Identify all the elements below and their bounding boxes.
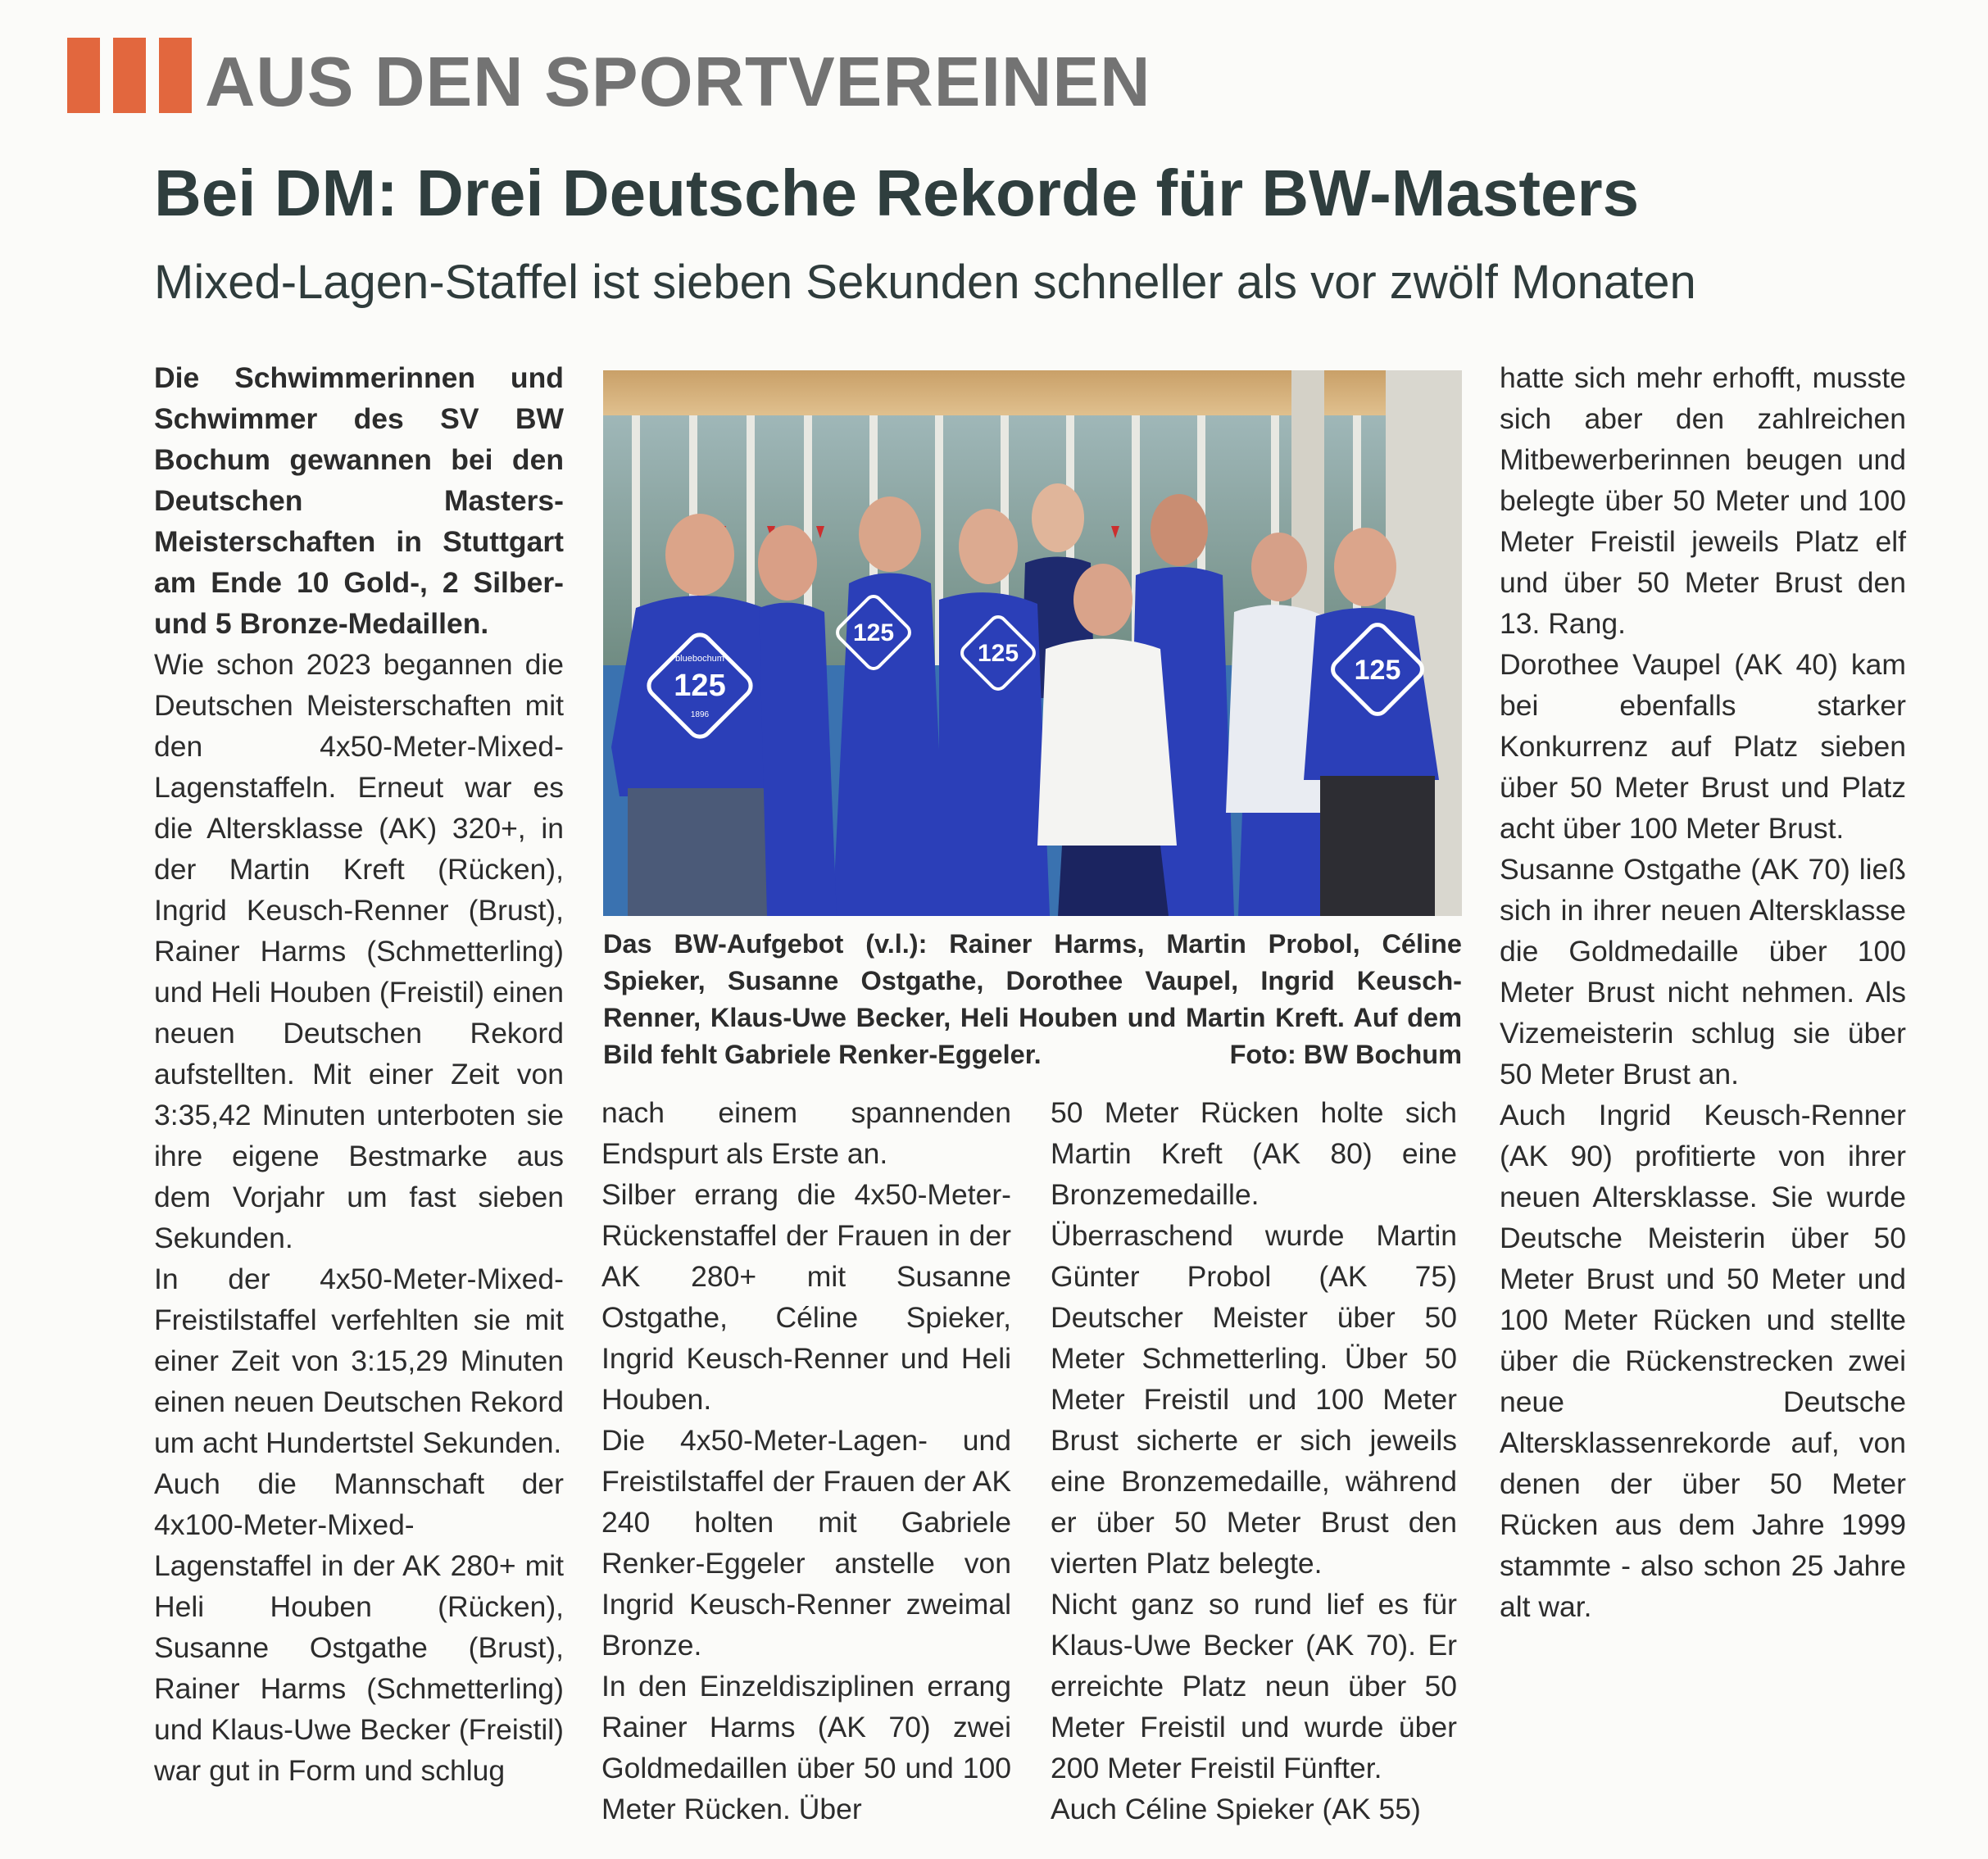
article-paragraph: Silber errang die 4x50-Meter-Rückenstaffel der Frauen in der AK 280+ mit Susanne Ostgathe, Céline Spieker, Ingrid Keusch-Renner und Heli Houben. (601, 1178, 1011, 1416)
article-paragraph: Auch Céline Spieker (AK 55) (1051, 1793, 1421, 1825)
article-paragraph: Auch die Mannschaft der 4x100-Meter-Mixed-Lagenstaffel in der AK 280+ mit Heli Houben (Rücken), Susanne Ostgathe (Brust), Rainer Harms (Schmetterling) und Klaus-Uwe Becker (Freistil) war gut in Form und schlug (154, 1467, 564, 1787)
shirt-badge-number: 125 (1354, 655, 1401, 686)
article-column-3 (1051, 1092, 1457, 1830)
article-paragraph: Die 4x50-Meter-Lagen- und Freistilstaffel der Frauen der AK 240 holten mit Gabriele Renker-Eggeler anstelle von Ingrid Keusch-Renner zweimal Bronze. (601, 1424, 1011, 1662)
shirt-badge-number: 125 (852, 619, 895, 646)
article-column-2 (601, 1092, 1011, 1830)
team-photo (603, 370, 1462, 916)
article-paragraph: 50 Meter Rücken holte sich Martin Kreft (AK 80) eine Bronzemedaille. (1051, 1096, 1457, 1211)
section-marker-bars (67, 38, 192, 113)
article-subheadline: Mixed-Lagen-Staffel ist sieben Sekunden schneller als vor zwölf Monaten (154, 256, 1696, 309)
photo-credit: Foto: BW Bochum (1229, 1040, 1462, 1069)
article-paragraph: Wie schon 2023 begannen die Deutschen Meisterschaften mit den 4x50-Meter-Mixed-Lagenstaffeln. Erneut war es die Altersklasse (AK) 320+, in der Martin Kreft (Rücken), Ingrid Keusch-Renner (Brust), Rainer Harms (Schmetterling) und Heli Houben (Freistil) einen neuen Deutschen Rekord aufstellten. Mit einer Zeit von 3:35,42 Minuten unterboten sie ihre eigene Bestmarke aus dem Vorjahr um fast sieben Sekunden. (154, 648, 564, 1254)
shirt-brand: bluebochum (675, 654, 724, 664)
article-paragraph: Dorothee Vaupel (AK 40) kam bei ebenfalls starker Konkurrenz auf Platz sieben über 50 Meter Brust und Platz acht über 100 Meter Brust. (1500, 648, 1906, 845)
article-paragraph: Nicht ganz so rund lief es für Klaus-Uwe Becker (AK 70). Er erreichte Platz neun über 50 Meter Freistil und wurde über 200 Meter Freistil Fünfter. (1051, 1588, 1457, 1784)
article-paragraph: Überraschend wurde Martin Günter Probol (AK 75) Deutscher Meister über 50 Meter Schmetterling. Über 50 Meter Freistil und 100 Meter Brust sicherte er sich jeweils eine Bronzemedaille, während er über 50 Meter Brust den vierten Platz belegte. (1051, 1219, 1457, 1580)
photo-caption-text: Das BW-Aufgebot (v.l.): Rainer Harms, Martin Probol, Céline Spieker, Susanne Ostgathe, Dorothee Vaupel, Ingrid Keusch-Renner, Klaus-Uwe Becker, Heli Houben und Martin Kreft. Auf dem Bild fehlt Gabriele Renker-Eggeler. (603, 929, 1462, 1069)
article-paragraph: Auch Ingrid Keusch-Renner (AK 90) profitierte von ihrer neuen Altersklasse. Sie wurde Deutsche Meisterin über 50 Meter Brust und 50 Meter und 100 Meter Rücken und stellte über die Rückenstrecken zwei neue Deutsche Altersklassenrekorde auf, von denen der über 50 Meter Rücken aus dem Jahre 1999 stammte - also schon 25 Jahre alt war. (1500, 1099, 1906, 1623)
article-column-1 (154, 357, 564, 1791)
article-column-4 (1500, 357, 1906, 1627)
article-lead: Die Schwimmerinnen und Schwimmer des SV BW Bochum gewannen bei den Deutschen Masters-Meisterschaften in Stuttgart am Ende 10 Gold-, 2 Silber- und 5 Bronze-Medaillen. (154, 361, 564, 640)
shirt-year: 1896 (690, 710, 710, 719)
shirt-badge-number: 125 (674, 669, 726, 703)
article-paragraph: Susanne Ostgathe (AK 70) ließ sich in ihrer neuen Altersklasse die Goldmedaille über 100 Meter Brust nicht nehmen. Als Vizemeisterin schlug sie über 50 Meter Brust an. (1500, 853, 1906, 1090)
article-paragraph: nach einem spannenden Endspurt als Erste an. (601, 1096, 1011, 1170)
article-headline: Bei DM: Drei Deutsche Rekorde für BW-Masters (154, 156, 1640, 229)
article-paragraph: In der 4x50-Meter-Mixed-Freistilstaffel verfehlten sie mit einer Zeit von 3:15,29 Minuten einen neuen Deutschen Rekord um acht Hundertstel Sekunden. (154, 1263, 564, 1459)
article-paragraph: In den Einzeldisziplinen errang Rainer Harms (AK 70) zwei Goldmedaillen über 50 und 100 Meter Rücken. Über (601, 1670, 1011, 1825)
article-paragraph: hatte sich mehr erhofft, musste sich aber den zahlreichen Mitbewerberinnen beugen und belegte über 50 Meter und 100 Meter Freistil jeweils Platz elf und über 50 Meter Brust den 13. Rang. (1500, 361, 1906, 640)
marker-bar (67, 38, 100, 113)
section-label: AUS DEN SPORTVEREINEN (205, 43, 1151, 121)
photo-caption (603, 926, 1462, 1073)
marker-bar (113, 38, 146, 113)
marker-bar (159, 38, 192, 113)
shirt-badge-number: 125 (977, 640, 1019, 667)
